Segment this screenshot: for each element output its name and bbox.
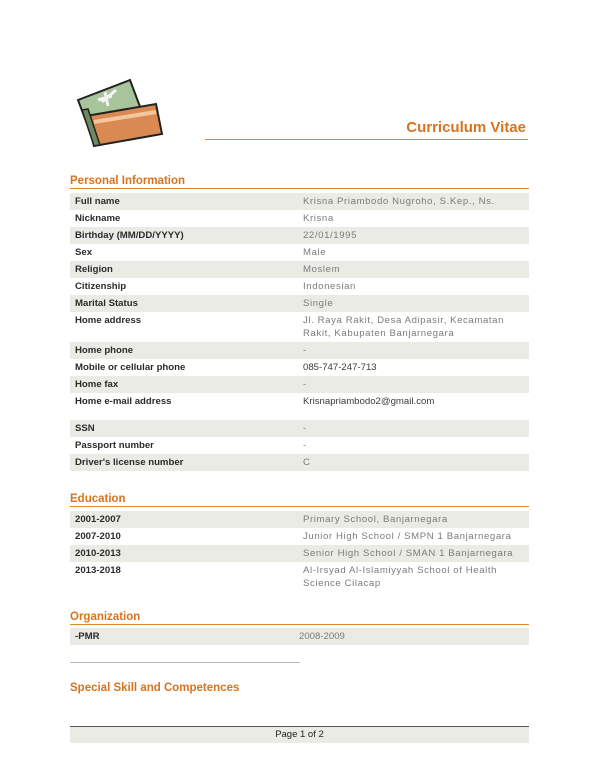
row-value: - (303, 423, 307, 434)
table-row (70, 393, 529, 410)
row-value: 085-747-247-713 (303, 362, 377, 373)
title-rule (205, 139, 528, 140)
table-row (70, 278, 529, 295)
row-value: Moslem (303, 264, 341, 275)
table-row (70, 261, 529, 278)
table-row (70, 437, 529, 454)
row-label: SSN (75, 423, 95, 434)
table-row (70, 420, 529, 437)
row-value: 2008-2009 (299, 631, 345, 642)
document-title: Curriculum Vitae (406, 119, 526, 136)
table-row (70, 342, 529, 359)
table-row (70, 295, 529, 312)
personal-information-heading: Personal Information (70, 175, 529, 189)
row-label: 2007-2010 (75, 531, 121, 542)
row-label: 2001-2007 (75, 514, 121, 525)
row-value: Jl. Raya Rakit, Desa Adipasir, Kecamatan Rakit, Kabupaten Banjarnegara (303, 315, 505, 339)
row-value: Krisna (303, 213, 334, 224)
row-label: Home address (75, 315, 142, 326)
table-row (70, 227, 529, 244)
row-value: 22/01/1995 (303, 230, 358, 241)
row-value: Senior High School / SMAN 1 Banjarnegara (303, 548, 514, 559)
row-label: Full name (75, 196, 120, 207)
row-label: Mobile or cellular phone (75, 362, 186, 373)
table-row (70, 454, 529, 471)
education-table (70, 511, 529, 592)
table-row (70, 359, 529, 376)
row-label: 2013-2018 (75, 565, 121, 576)
special-skills-heading: Special Skill and Competences (70, 682, 240, 694)
row-label: Birthday (MM/DD/YYYY) (75, 230, 184, 241)
row-value: Primary School, Banjarnegara (303, 514, 448, 525)
row-label: Home phone (75, 345, 134, 356)
page-footer (70, 726, 529, 743)
table-row (70, 628, 529, 645)
row-label: Driver's license number (75, 457, 184, 468)
table-row (70, 210, 529, 227)
page-number: Page 1 of 2 (275, 729, 324, 740)
row-label: -PMR (75, 631, 100, 642)
row-label: Religion (75, 264, 113, 275)
divider (70, 662, 300, 663)
row-value: Indonesian (303, 281, 356, 292)
row-label: Sex (75, 247, 93, 258)
row-label: 2010-2013 (75, 548, 121, 559)
row-value: Krisna Priambodo Nugroho, S.Kep., Ns. (303, 196, 495, 207)
table-row (70, 193, 529, 210)
row-label: Marital Status (75, 298, 138, 309)
row-label: Citizenship (75, 281, 127, 292)
row-label: Home fax (75, 379, 119, 390)
personal-information-table (70, 193, 529, 471)
organization-heading: Organization (70, 611, 529, 625)
row-value: Male (303, 247, 327, 258)
row-label: Nickname (75, 213, 121, 224)
table-row (70, 511, 529, 528)
table-row (70, 312, 529, 342)
table-row (70, 545, 529, 562)
wallet-with-airplane-card-icon (72, 76, 164, 148)
row-value: Junior High School / SMPN 1 Banjarnegara (303, 531, 512, 542)
row-label: Passport number (75, 440, 154, 451)
row-value: C (303, 457, 311, 468)
education-heading: Education (70, 493, 529, 507)
row-value: Krisnapriambodo2@gmail.com (303, 396, 435, 407)
table-row (70, 244, 529, 261)
row-value: Al-Irsyad Al-Islamiyyah School of Health Science Cilacap (303, 565, 498, 589)
table-row (70, 376, 529, 393)
row-value: Single (303, 298, 334, 309)
table-row (70, 528, 529, 545)
organization-table (70, 628, 529, 645)
row-value: - (303, 345, 307, 356)
row-value: - (303, 379, 307, 390)
row-label: Home e-mail address (75, 396, 172, 407)
table-row (70, 562, 529, 592)
row-value: - (303, 440, 307, 451)
